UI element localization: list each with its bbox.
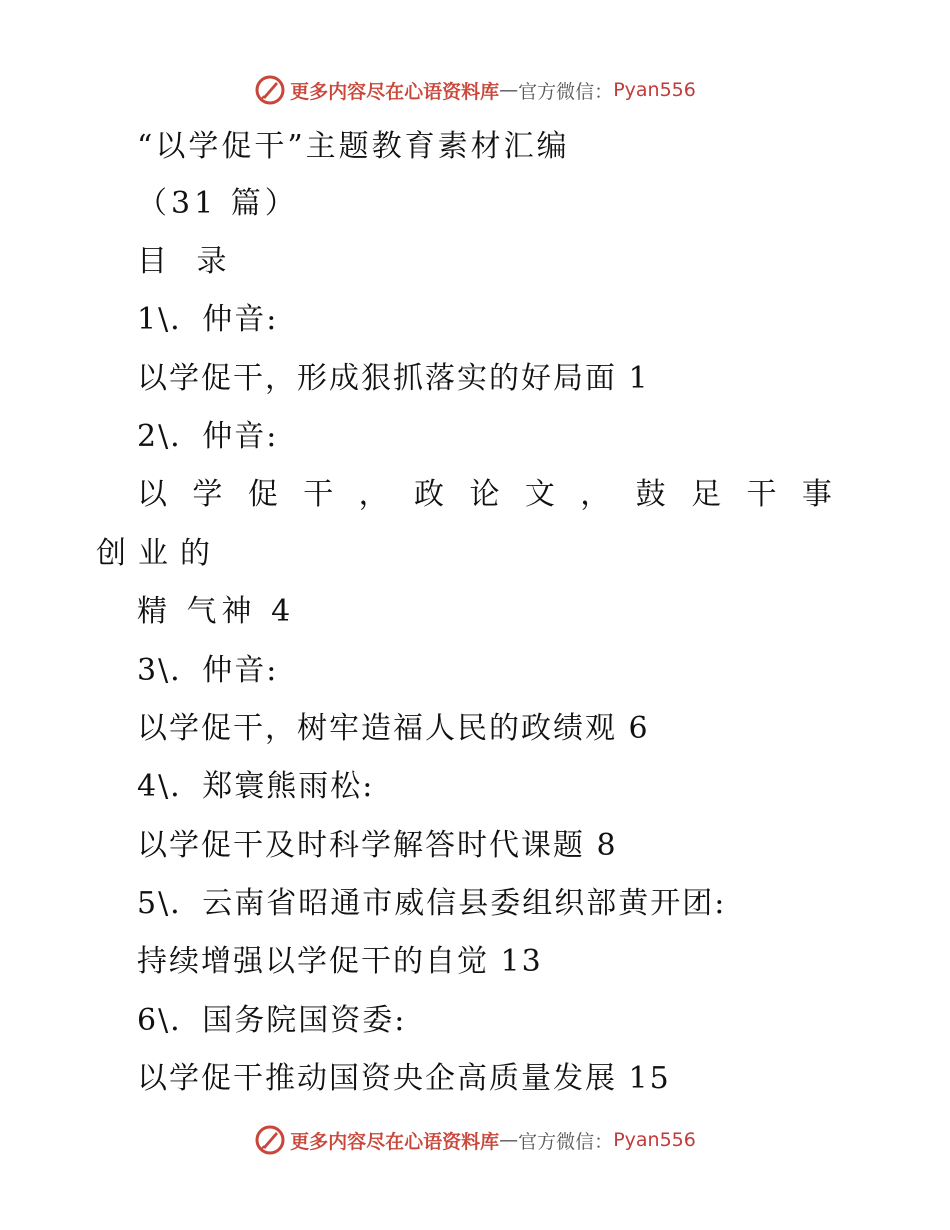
title-char: ， (580, 477, 611, 512)
toc-entry-6-author: 6\．国务院国资委: (137, 1003, 407, 1038)
title-char: 以 (137, 477, 167, 512)
toc-heading: 目 录 (137, 244, 237, 279)
header-watermark (0, 70, 950, 110)
watermark-dash: — (499, 79, 519, 101)
watermark-main-text: 更多内容尽在心语资料库 (290, 80, 500, 103)
title-char: 干 (303, 477, 334, 512)
toc-entry-5-author: 5\．云南省昭通市威信县委组织部黄开团: (137, 886, 727, 921)
watermark-wechat-id: Pyan556 (613, 1129, 696, 1151)
footer-watermark (0, 1120, 950, 1160)
title-char: 文 (524, 477, 555, 512)
article-count: （31 篇） (137, 186, 299, 221)
toc-entry-3-title: 以学促干，树牢造福人民的政绩观 6 (137, 711, 650, 746)
toc-entry-2-title-wrap: 创业的 (96, 536, 222, 571)
toc-entry-2-author: 2\．仲音: (137, 419, 279, 454)
toc-entry-2-title-cont: 精 气神 4 (137, 594, 296, 629)
toc-entry-5-title: 持续增强以学促干的自觉 13 (137, 944, 543, 979)
watermark-dash: — (499, 1129, 519, 1151)
document-title: “以学促干”主题教育素材汇编 (137, 129, 570, 164)
title-char: 学 (192, 477, 223, 512)
feather-logo-icon (254, 74, 286, 106)
toc-entry-2-title (137, 475, 832, 515)
title-char: 事 (801, 477, 832, 512)
title-char: 足 (691, 477, 722, 512)
toc-entry-4-author: 4\．郑寰熊雨松: (137, 769, 375, 804)
title-char: 干 (746, 477, 777, 512)
toc-entry-1-author: 1\．仲音: (137, 302, 279, 337)
title-char: 促 (247, 477, 278, 512)
watermark-official-label: 官方微信： (518, 1130, 614, 1153)
title-char: 政 (414, 477, 445, 512)
watermark-main-text: 更多内容尽在心语资料库 (290, 1130, 500, 1153)
watermark-official-label: 官方微信： (518, 80, 614, 103)
title-char: ， (358, 477, 389, 512)
toc-entry-6-title: 以学促干推动国资央企高质量发展 15 (137, 1061, 671, 1096)
watermark-wechat-id: Pyan556 (613, 79, 696, 101)
toc-entry-3-author: 3\．仲音: (137, 653, 279, 688)
title-char: 论 (469, 477, 500, 512)
toc-entry-1-title: 以学促干，形成狠抓落实的好局面 1 (137, 361, 650, 396)
toc-entry-4-title: 以学促干及时科学解答时代课题 8 (137, 828, 618, 863)
feather-logo-icon (254, 1124, 286, 1156)
title-char: 鼓 (635, 477, 666, 512)
